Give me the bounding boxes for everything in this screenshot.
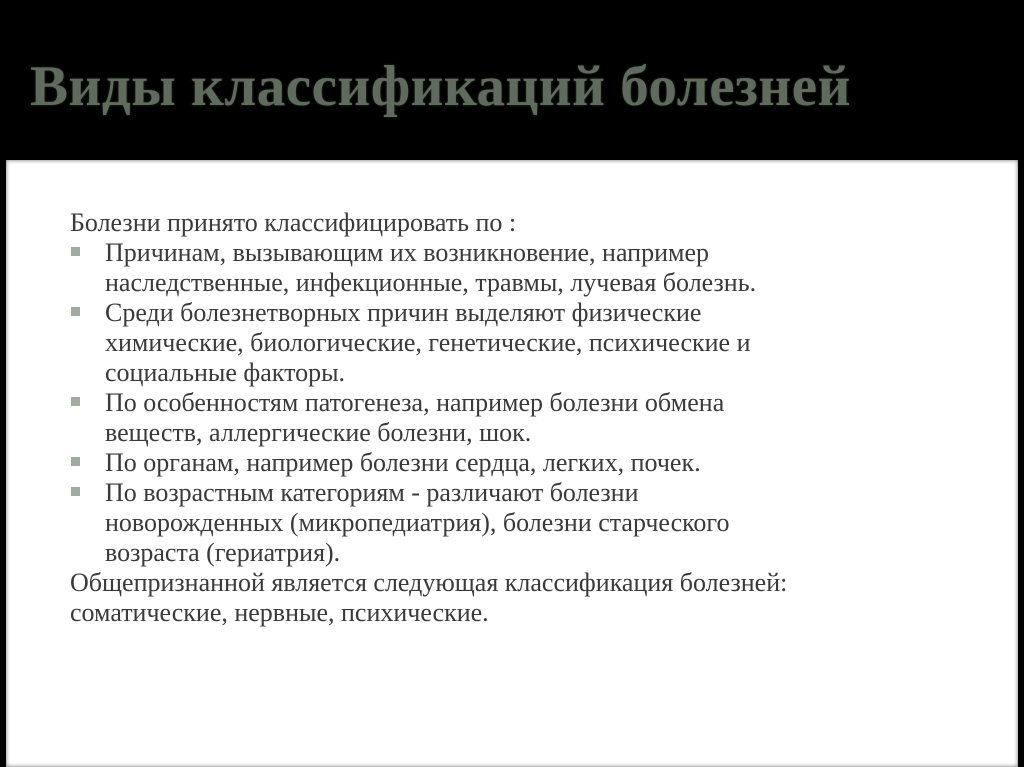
bullet-line: наследственные, инфекционные, травмы, лучевая болезнь. (105, 268, 757, 297)
bullet-line: химические, биологические, генетические, психические и (105, 328, 751, 357)
content-panel (6, 160, 1018, 767)
slide-body (69, 208, 999, 628)
conclusion-line: Общепризнанной является следующая классификация болезней: (70, 568, 788, 597)
square-bullet-icon (71, 487, 80, 496)
square-bullet-icon (71, 307, 80, 316)
bullet-line: Среди болезнетворных причин выделяют физические (105, 298, 702, 327)
bullet-item (69, 478, 999, 568)
square-bullet-icon (71, 457, 80, 466)
bullet-item (69, 238, 999, 298)
bullet-line: веществ, аллергические болезни, шок. (105, 418, 532, 447)
bullet-item (69, 448, 999, 478)
square-bullet-icon (71, 397, 80, 406)
slide-title: Виды классификаций болезней (30, 55, 851, 118)
bullet-line: Причинам, вызывающим их возникновение, например (105, 238, 709, 267)
title-bar (0, 0, 1024, 158)
bullet-line: По органам, например болезни сердца, легких, почек. (105, 448, 701, 477)
bullet-line: новорожденных (микропедиатрия), болезни старческого (105, 508, 730, 537)
bullet-line: социальные факторы. (105, 358, 346, 387)
bullet-line: По возрастным категориям - различают болезни (105, 478, 639, 507)
bullet-item (69, 388, 999, 448)
bullet-line: По особенностям патогенеза, например болезни обмена (105, 388, 725, 417)
conclusion-text (69, 568, 999, 628)
square-bullet-icon (71, 247, 80, 256)
bullet-line: возраста (гериатрия). (105, 538, 341, 567)
intro-text: Болезни принято классифицировать по : (70, 208, 517, 237)
bullet-item (69, 298, 999, 388)
conclusion-line: соматические, нервные, психические. (70, 598, 489, 627)
